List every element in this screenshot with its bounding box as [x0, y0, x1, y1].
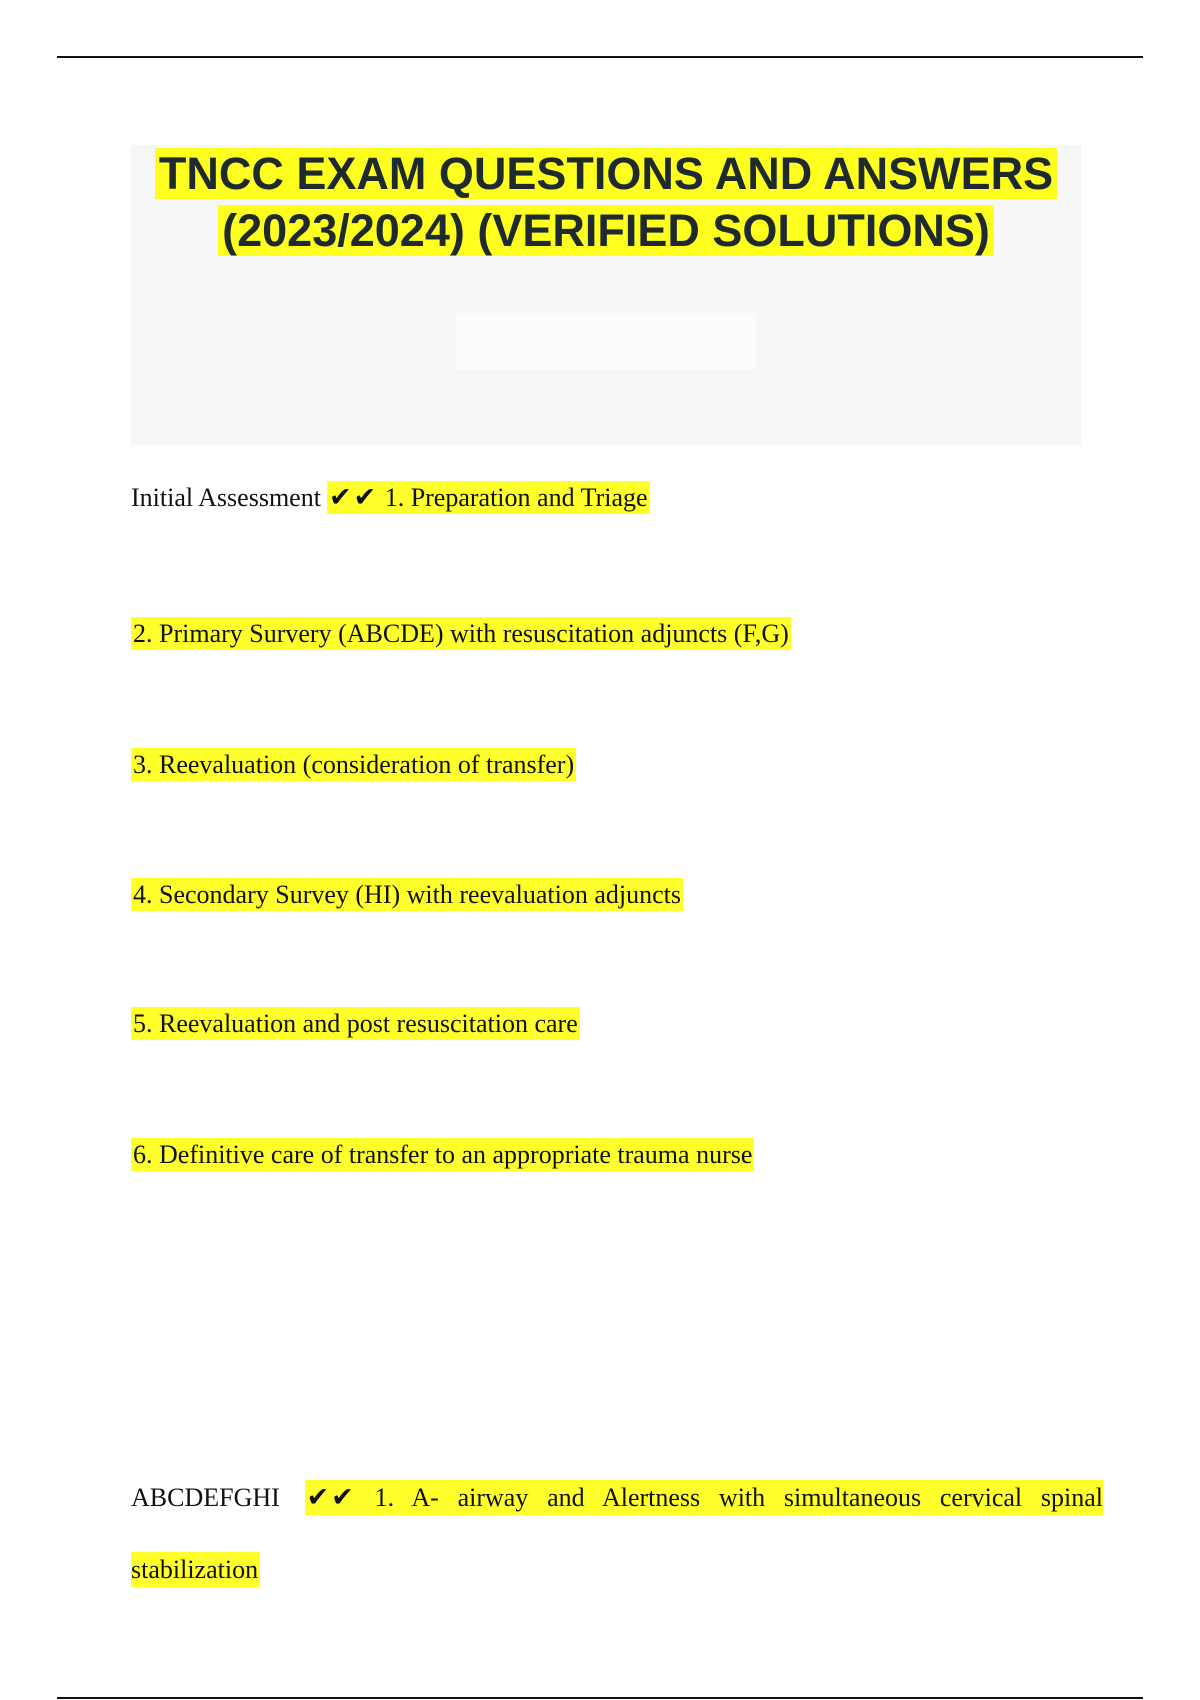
title-panel-inner-box — [456, 313, 756, 370]
answer-item — [131, 614, 791, 654]
answer-text: 1. A- airway and Alertness with simultaneous cervical spinal stabilization — [131, 1483, 1104, 1584]
answer-text: 1. Preparation and Triage — [384, 483, 648, 512]
document-title-text: TNCC EXAM QUESTIONS AND ANSWERS (2023/2024) (VERIFIED SOLUTIONS) — [155, 148, 1057, 256]
bottom-rule — [57, 1697, 1143, 1699]
qa-initial-assessment — [131, 478, 650, 518]
answer-highlight — [327, 481, 650, 514]
answer-item-text: 3. Reevaluation (consideration of transfer) — [133, 750, 575, 779]
top-rule — [57, 56, 1143, 58]
answer-item — [131, 1135, 754, 1175]
qa-abcdefghi — [131, 1462, 1103, 1606]
check-marks-icon: ✔✔ — [328, 482, 379, 513]
answer-item-text: 4. Secondary Survey (HI) with reevaluation adjuncts — [133, 880, 682, 909]
answer-item — [131, 745, 576, 785]
answer-item — [131, 875, 683, 915]
question-term: Initial Assessment — [131, 483, 321, 512]
answer-item-text: 5. Reevaluation and post resuscitation care — [133, 1009, 578, 1038]
answer-item-text: 6. Definitive care of transfer to an appropriate trauma nurse — [133, 1140, 753, 1169]
answer-item-text: 2. Primary Survery (ABCDE) with resuscitation adjuncts (F,G) — [133, 619, 789, 648]
check-marks-icon: ✔✔ — [306, 1482, 356, 1513]
question-term: ABCDEFGHI — [131, 1483, 280, 1512]
document-title — [131, 145, 1081, 259]
answer-item — [131, 1004, 580, 1044]
